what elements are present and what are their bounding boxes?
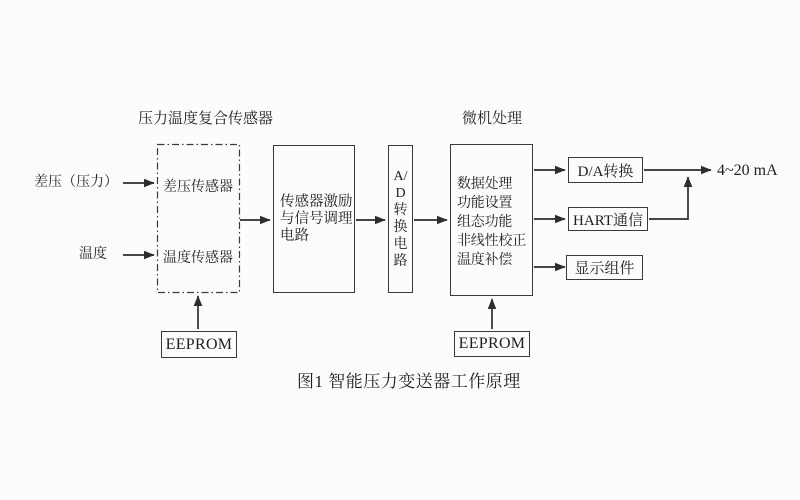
input-label-pressure: 差压（压力） bbox=[34, 175, 118, 190]
display-module-box: 显示组件 bbox=[566, 255, 643, 280]
ad-converter-line: 电 bbox=[393, 237, 408, 252]
signal-conditioning-box bbox=[273, 145, 355, 293]
ad-converter-box bbox=[388, 145, 413, 293]
eeprom-box-right: EEPROM bbox=[454, 331, 530, 357]
ad-converter-line: 换 bbox=[393, 220, 408, 235]
diff-pressure-sensor-label: 差压传感器 bbox=[163, 180, 233, 195]
hart-comm-box: HART通信 bbox=[568, 207, 648, 231]
signal-conditioning-line: 电路 bbox=[280, 227, 309, 244]
micro-function-line: 数据处理 bbox=[457, 176, 513, 192]
output-label-current: 4~20 mA bbox=[717, 162, 778, 179]
figure-caption: 图1 智能压力变送器工作原理 bbox=[297, 372, 521, 391]
eeprom-box-left: EEPROM bbox=[161, 331, 237, 358]
micro-processing-box bbox=[450, 144, 533, 296]
temperature-sensor-label: 温度传感器 bbox=[163, 251, 233, 266]
micro-function-line: 非线性校正 bbox=[457, 233, 526, 249]
micro-function-line: 功能设置 bbox=[457, 195, 513, 211]
micro-group-label: 微机处理 bbox=[462, 111, 523, 127]
signal-conditioning-line: 与信号调理 bbox=[280, 210, 353, 227]
micro-function-line: 组态功能 bbox=[457, 214, 513, 230]
micro-function-line: 温度补偿 bbox=[457, 252, 513, 268]
ad-converter-line: A/ bbox=[393, 169, 408, 184]
composite-sensor-box bbox=[157, 144, 239, 293]
ad-converter-line: 转 bbox=[393, 203, 408, 218]
arrow-hart-to-output-line bbox=[649, 177, 688, 219]
da-converter-box: D/A转换 bbox=[568, 157, 643, 183]
ad-converter-line: D bbox=[395, 186, 406, 201]
input-label-temperature: 温度 bbox=[79, 247, 107, 262]
ad-converter-line: 路 bbox=[393, 254, 408, 269]
signal-conditioning-line: 传感器激励 bbox=[280, 193, 353, 210]
sensor-group-label: 压力温度复合传感器 bbox=[138, 111, 274, 127]
